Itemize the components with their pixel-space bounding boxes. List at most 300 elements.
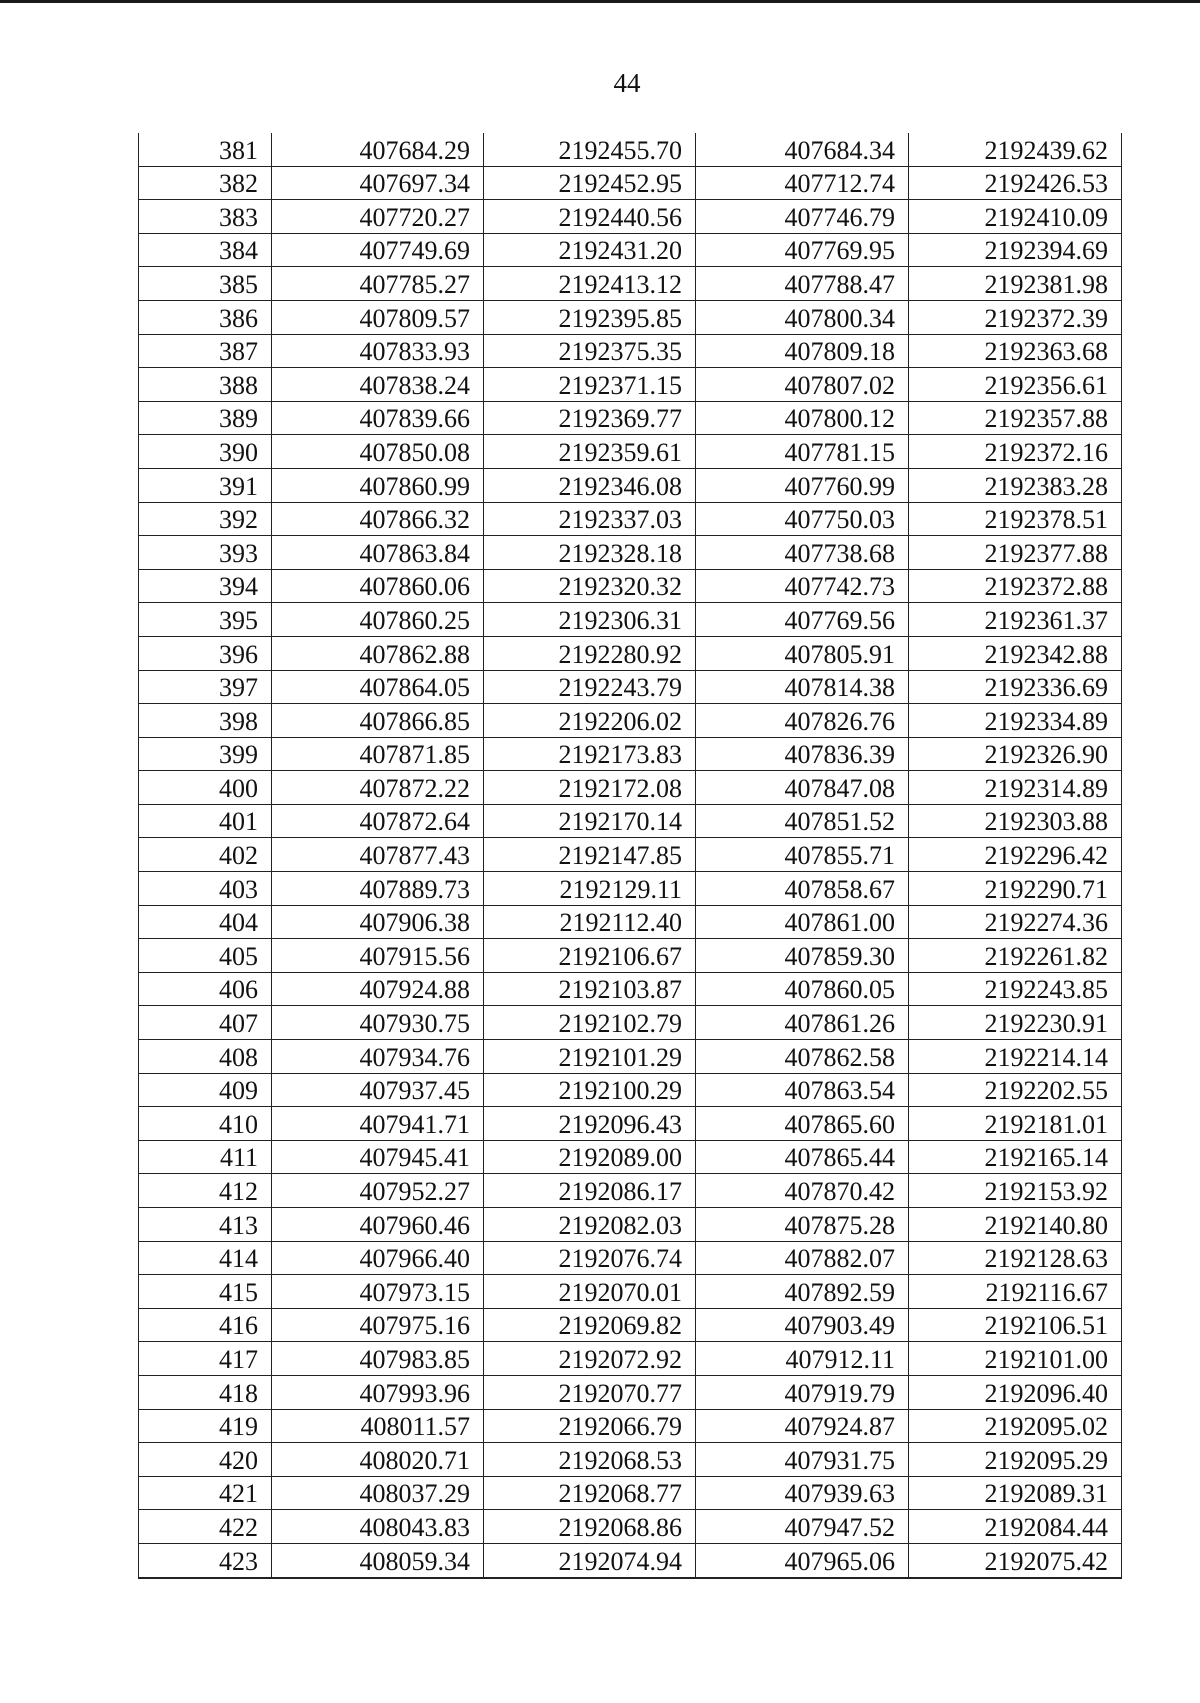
cell-value: 421 [219,1479,258,1509]
table-row [139,1308,1122,1342]
table-cell-point-number [139,233,272,267]
cell-value: 414 [219,1244,258,1274]
table-cell-y-coordinate-1 [484,1208,696,1242]
table-cell-y-coordinate-2 [909,670,1122,704]
table-cell-point-number [139,300,272,334]
cell-value: 407850.08 [359,437,470,467]
table-cell-y-coordinate-1 [484,267,696,301]
cell-value: 391 [219,471,258,501]
cell-value: 2192372.39 [984,303,1108,333]
table-cell-point-number [139,267,272,301]
cell-value: 2192076.74 [558,1244,682,1274]
table-cell-y-coordinate-1 [484,704,696,738]
cell-value: 2192147.85 [558,841,682,871]
cell-value: 383 [219,202,258,232]
table-cell-y-coordinate-2 [909,502,1122,536]
table-row [139,1040,1122,1074]
table-row [139,401,1122,435]
table-cell-x-coordinate-1 [272,636,484,670]
cell-value: 407861.26 [784,1009,895,1039]
cell-value: 2192375.35 [558,337,682,367]
table-row [139,1342,1122,1376]
table-cell-x-coordinate-1 [272,1073,484,1107]
table-row [139,1543,1122,1577]
table-row [139,1140,1122,1174]
table-cell-y-coordinate-1 [484,670,696,704]
table-row [139,300,1122,334]
table-row [139,972,1122,1006]
cell-value: 407749.69 [359,236,470,266]
table-cell-y-coordinate-1 [484,1174,696,1208]
table-cell-x-coordinate-1 [272,939,484,973]
table-cell-y-coordinate-1 [484,804,696,838]
cell-value: 407865.60 [784,1109,895,1139]
cell-value: 420 [219,1445,258,1475]
cell-value: 2192381.98 [984,269,1108,299]
table-row [139,166,1122,200]
cell-value: 418 [219,1378,258,1408]
cell-value: 2192394.69 [984,236,1108,266]
table-cell-y-coordinate-1 [484,737,696,771]
table-cell-y-coordinate-2 [909,1476,1122,1510]
table-cell-y-coordinate-2 [909,1040,1122,1074]
table-cell-y-coordinate-2 [909,1409,1122,1443]
cell-value: 407809.57 [359,303,470,333]
cell-value: 2192095.02 [984,1412,1108,1442]
table-cell-y-coordinate-1 [484,1543,696,1577]
cell-value: 2192103.87 [558,975,682,1005]
table-cell-point-number [139,368,272,402]
cell-value: 407738.68 [784,538,895,568]
cell-value: 382 [219,169,258,199]
table-row [139,536,1122,570]
table-cell-point-number [139,502,272,536]
table-cell-x-coordinate-1 [272,468,484,502]
table-cell-point-number [139,401,272,435]
table-cell-x-coordinate-1 [272,603,484,637]
cell-value: 407860.25 [359,605,470,635]
cell-value: 2192068.77 [558,1479,682,1509]
cell-value: 2192431.20 [558,236,682,266]
table-cell-x-coordinate-1 [272,972,484,1006]
table-cell-y-coordinate-1 [484,1107,696,1141]
table-cell-x-coordinate-2 [696,1308,909,1342]
cell-value: 407 [219,1009,258,1039]
cell-value: 2192296.42 [984,841,1108,871]
table-cell-x-coordinate-2 [696,737,909,771]
cell-value: 407937.45 [359,1076,470,1106]
table-cell-y-coordinate-1 [484,233,696,267]
table-cell-x-coordinate-1 [272,1308,484,1342]
table-cell-y-coordinate-1 [484,536,696,570]
cell-value: 407684.29 [359,135,470,165]
table-row [139,435,1122,469]
table-cell-point-number [139,1409,272,1443]
table-cell-x-coordinate-1 [272,1241,484,1275]
table-cell-x-coordinate-2 [696,300,909,334]
cell-value: 392 [219,505,258,535]
cell-value: 407872.64 [359,807,470,837]
cell-value: 407863.54 [784,1076,895,1106]
table-cell-x-coordinate-1 [272,435,484,469]
cell-value: 2192165.14 [984,1143,1108,1173]
cell-value: 399 [219,740,258,770]
cell-value: 407839.66 [359,404,470,434]
coordinates-table-body [139,133,1122,1578]
cell-value: 405 [219,941,258,971]
cell-value: 397 [219,673,258,703]
table-cell-y-coordinate-1 [484,569,696,603]
cell-value: 407924.88 [359,975,470,1005]
cell-value: 2192214.14 [984,1042,1108,1072]
table-cell-y-coordinate-1 [484,1241,696,1275]
table-cell-y-coordinate-2 [909,771,1122,805]
cell-value: 407760.99 [784,471,895,501]
cell-value: 2192306.31 [558,605,682,635]
table-row [139,200,1122,234]
table-cell-x-coordinate-1 [272,670,484,704]
cell-value: 407975.16 [359,1311,470,1341]
table-cell-x-coordinate-1 [272,334,484,368]
table-cell-y-coordinate-2 [909,334,1122,368]
table-cell-point-number [139,1241,272,1275]
table-cell-x-coordinate-2 [696,1174,909,1208]
cell-value: 398 [219,706,258,736]
table-cell-x-coordinate-1 [272,166,484,200]
cell-value: 2192173.83 [558,740,682,770]
table-cell-point-number [139,1140,272,1174]
table-cell-y-coordinate-2 [909,603,1122,637]
cell-value: 408020.71 [359,1445,470,1475]
cell-value: 407877.43 [359,841,470,871]
cell-value: 407864.05 [359,673,470,703]
cell-value: 2192395.85 [558,303,682,333]
table-cell-point-number [139,536,272,570]
cell-value: 2192096.43 [558,1109,682,1139]
table-cell-point-number [139,771,272,805]
table-cell-x-coordinate-2 [696,536,909,570]
table-row [139,670,1122,704]
table-cell-x-coordinate-1 [272,233,484,267]
cell-value: 407871.85 [359,740,470,770]
table-cell-y-coordinate-2 [909,133,1122,166]
table-row [139,502,1122,536]
cell-value: 2192439.62 [984,135,1108,165]
table-cell-x-coordinate-2 [696,939,909,973]
table-cell-y-coordinate-1 [484,603,696,637]
cell-value: 410 [219,1109,258,1139]
table-cell-point-number [139,1476,272,1510]
cell-value: 417 [219,1344,258,1374]
table-cell-x-coordinate-2 [696,872,909,906]
table-cell-point-number [139,704,272,738]
table-cell-x-coordinate-1 [272,1443,484,1477]
cell-value: 400 [219,773,258,803]
cell-value: 407973.15 [359,1277,470,1307]
cell-value: 2192342.88 [984,639,1108,669]
cell-value: 388 [219,370,258,400]
cell-value: 407912.11 [785,1344,895,1374]
table-cell-point-number [139,1543,272,1577]
cell-value: 407863.84 [359,538,470,568]
cell-value: 2192089.00 [558,1143,682,1173]
table-cell-y-coordinate-1 [484,1040,696,1074]
table-row [139,1375,1122,1409]
table-cell-y-coordinate-1 [484,1409,696,1443]
cell-value: 407941.71 [359,1109,470,1139]
table-cell-x-coordinate-1 [272,1208,484,1242]
cell-value: 2192106.51 [984,1311,1108,1341]
table-row [139,1208,1122,1242]
cell-value: 407860.06 [359,572,470,602]
table-cell-y-coordinate-1 [484,636,696,670]
cell-value: 2192243.79 [558,673,682,703]
table-cell-y-coordinate-2 [909,1543,1122,1577]
table-row [139,603,1122,637]
table-cell-x-coordinate-2 [696,1107,909,1141]
table-cell-x-coordinate-1 [272,872,484,906]
page-number: 44 [613,68,641,98]
cell-value: 407769.95 [784,236,895,266]
cell-value: 407814.38 [784,673,895,703]
cell-value: 407785.27 [359,269,470,299]
table-row [139,1275,1122,1309]
table-cell-y-coordinate-1 [484,939,696,973]
table-cell-x-coordinate-2 [696,1275,909,1309]
table-cell-x-coordinate-1 [272,1040,484,1074]
cell-value: 394 [219,572,258,602]
cell-value: 2192128.63 [984,1244,1108,1274]
table-cell-y-coordinate-1 [484,334,696,368]
page-top-rule [0,0,1200,3]
table-row [139,1409,1122,1443]
table-cell-x-coordinate-1 [272,1174,484,1208]
cell-value: 415 [219,1277,258,1307]
cell-value: 407875.28 [784,1210,895,1240]
table-cell-x-coordinate-2 [696,972,909,1006]
table-cell-point-number [139,468,272,502]
table-cell-y-coordinate-2 [909,300,1122,334]
cell-value: 407931.75 [784,1445,895,1475]
table-row [139,838,1122,872]
table-cell-x-coordinate-1 [272,838,484,872]
table-cell-point-number [139,435,272,469]
cell-value: 407769.56 [784,605,895,635]
cell-value: 2192072.92 [558,1344,682,1374]
table-cell-x-coordinate-2 [696,133,909,166]
table-cell-x-coordinate-1 [272,569,484,603]
cell-value: 407930.75 [359,1009,470,1039]
cell-value: 2192410.09 [984,202,1108,232]
table-cell-x-coordinate-1 [272,1107,484,1141]
cell-value: 407906.38 [359,908,470,938]
table-cell-y-coordinate-1 [484,166,696,200]
table-cell-x-coordinate-2 [696,1543,909,1577]
table-cell-x-coordinate-2 [696,603,909,637]
cell-value: 393 [219,538,258,568]
cell-value: 407993.96 [359,1378,470,1408]
table-cell-y-coordinate-2 [909,1375,1122,1409]
table-cell-x-coordinate-2 [696,166,909,200]
table-cell-y-coordinate-1 [484,1375,696,1409]
table-cell-x-coordinate-2 [696,233,909,267]
table-cell-x-coordinate-2 [696,636,909,670]
cell-value: 407781.15 [784,437,895,467]
table-cell-y-coordinate-1 [484,1073,696,1107]
table-cell-point-number [139,670,272,704]
cell-value: 404 [219,908,258,938]
cell-value: 2192314.89 [984,773,1108,803]
cell-value: 407807.02 [784,370,895,400]
table-cell-x-coordinate-1 [272,1409,484,1443]
cell-value: 407746.79 [784,202,895,232]
table-cell-point-number [139,872,272,906]
coordinates-table [138,133,1122,1579]
cell-value: 2192153.92 [984,1177,1108,1206]
cell-value: 386 [219,303,258,333]
cell-value: 407939.63 [784,1479,895,1509]
table-cell-x-coordinate-2 [696,1208,909,1242]
cell-value: 407860.05 [784,975,895,1005]
cell-value: 407697.34 [359,169,470,199]
table-cell-y-coordinate-2 [909,368,1122,402]
table-cell-y-coordinate-2 [909,1073,1122,1107]
table-cell-x-coordinate-1 [272,1140,484,1174]
table-cell-x-coordinate-2 [696,1241,909,1275]
cell-value: 407855.71 [784,841,895,871]
cell-value: 2192106.67 [558,941,682,971]
table-row [139,1241,1122,1275]
cell-value: 2192096.40 [984,1378,1108,1408]
cell-value: 407788.47 [784,269,895,299]
cell-value: 407915.56 [359,941,470,971]
table-cell-point-number [139,939,272,973]
table-cell-y-coordinate-2 [909,166,1122,200]
table-row [139,569,1122,603]
cell-value: 2192261.82 [984,941,1108,971]
cell-value: 413 [219,1210,258,1240]
table-cell-y-coordinate-1 [484,300,696,334]
cell-value: 2192112.40 [559,908,682,938]
table-cell-x-coordinate-2 [696,1443,909,1477]
table-cell-y-coordinate-1 [484,1443,696,1477]
table-cell-y-coordinate-1 [484,468,696,502]
table-cell-point-number [139,1375,272,1409]
table-cell-point-number [139,1006,272,1040]
table-cell-x-coordinate-1 [272,267,484,301]
table-cell-x-coordinate-2 [696,401,909,435]
cell-value: 407872.22 [359,773,470,803]
cell-value: 2192068.86 [558,1512,682,1542]
table-cell-x-coordinate-2 [696,502,909,536]
table-cell-x-coordinate-2 [696,1342,909,1376]
cell-value: 407826.76 [784,706,895,736]
table-cell-x-coordinate-2 [696,838,909,872]
cell-value: 2192069.82 [558,1311,682,1341]
cell-value: 2192290.71 [984,874,1108,904]
cell-value: 2192101.29 [558,1042,682,1072]
table-cell-y-coordinate-1 [484,905,696,939]
cell-value: 408 [219,1042,258,1072]
table-row [139,804,1122,838]
table-cell-x-coordinate-1 [272,133,484,166]
table-cell-y-coordinate-2 [909,401,1122,435]
cell-value: 407858.67 [784,874,895,904]
cell-value: 407865.44 [784,1143,895,1173]
cell-value: 407952.27 [359,1177,470,1206]
table-cell-point-number [139,804,272,838]
table-cell-x-coordinate-2 [696,1006,909,1040]
cell-value: 407934.76 [359,1042,470,1072]
table-cell-x-coordinate-1 [272,905,484,939]
cell-value: 407750.03 [784,505,895,535]
cell-value: 2192337.03 [558,505,682,535]
cell-value: 407889.73 [359,874,470,904]
cell-value: 2192274.36 [984,908,1108,938]
table-row [139,468,1122,502]
cell-value: 419 [219,1412,258,1442]
cell-value: 2192369.77 [558,404,682,434]
cell-value: 408011.57 [360,1412,470,1442]
table-cell-x-coordinate-1 [272,300,484,334]
table-row [139,1073,1122,1107]
cell-value: 407859.30 [784,941,895,971]
table-cell-x-coordinate-2 [696,670,909,704]
table-row [139,1476,1122,1510]
table-row [139,737,1122,771]
table-cell-point-number [139,334,272,368]
cell-value: 2192206.02 [558,706,682,736]
cell-value: 2192452.95 [558,169,682,199]
table-cell-y-coordinate-1 [484,838,696,872]
cell-value: 407945.41 [359,1143,470,1173]
table-cell-point-number [139,1342,272,1376]
cell-value: 407960.46 [359,1210,470,1240]
cell-value: 2192413.12 [558,269,682,299]
cell-value: 2192328.18 [558,538,682,568]
table-cell-point-number [139,133,272,166]
cell-value: 2192356.61 [984,370,1108,400]
cell-value: 409 [219,1076,258,1106]
cell-value: 2192100.29 [558,1076,682,1106]
table-row [139,133,1122,166]
table-cell-x-coordinate-2 [696,1040,909,1074]
cell-value: 2192371.15 [558,370,682,400]
table-cell-y-coordinate-2 [909,1510,1122,1544]
table-cell-point-number [139,1073,272,1107]
table-row [139,1174,1122,1208]
table-row [139,771,1122,805]
cell-value: 407919.79 [784,1378,895,1408]
table-cell-y-coordinate-1 [484,1275,696,1309]
table-cell-x-coordinate-1 [272,502,484,536]
cell-value: 2192455.70 [558,135,682,165]
table-cell-point-number [139,166,272,200]
table-cell-x-coordinate-1 [272,1006,484,1040]
cell-value: 384 [219,236,258,266]
table-cell-y-coordinate-1 [484,133,696,166]
cell-value: 2192320.32 [558,572,682,602]
table-row [139,636,1122,670]
table-cell-point-number [139,737,272,771]
cell-value: 416 [219,1311,258,1341]
table-row [139,704,1122,738]
cell-value: 407862.58 [784,1042,895,1072]
cell-value: 2192068.53 [558,1445,682,1475]
cell-value: 407861.00 [784,908,895,938]
cell-value: 2192070.01 [558,1277,682,1307]
cell-value: 2192377.88 [984,538,1108,568]
